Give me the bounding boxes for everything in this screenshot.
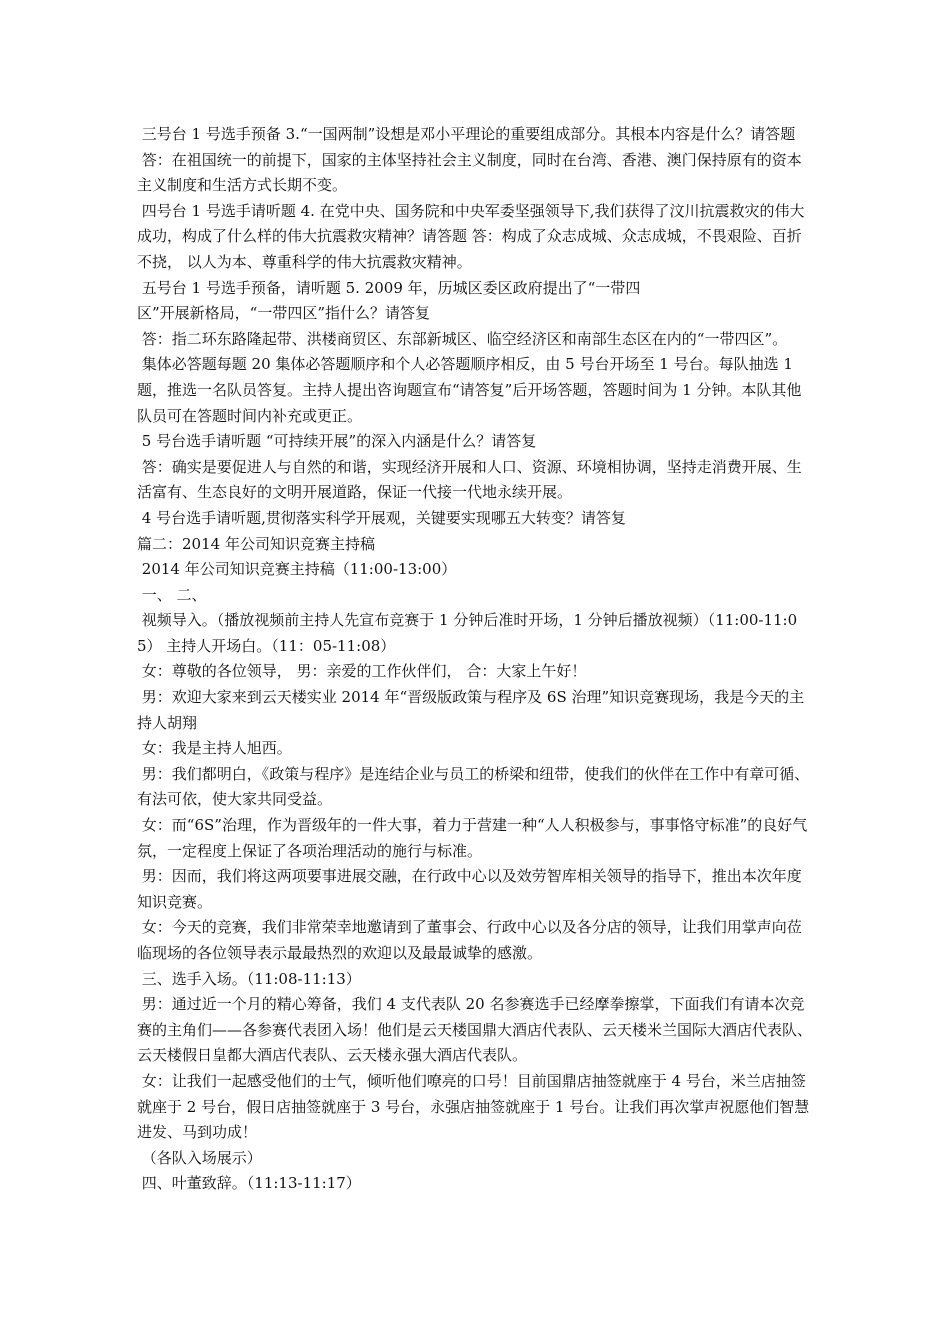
- script-title: 2014 年公司知识竞赛主持稿（11:00-13:00）: [137, 560, 457, 579]
- paragraph-combine: 男：因而，我们将这两项要事进展交融，在行政中心以及效劳智库相关领导的指导下，推出本次年度知识竞赛。: [137, 867, 802, 911]
- paragraph-greeting: 女：尊敬的各位领导， 男：亲爱的工作伙伴们， 合：大家上午好！: [137, 662, 587, 681]
- section-heading-part2: 篇二：2014 年公司知识竞赛主持稿: [137, 534, 375, 553]
- paragraph-a5: 答：指二环东路隆起带、洪楼商贸区、东部新城区、临空经济区和南部生态区在内的“一带四区”。: [137, 329, 788, 348]
- paragraph-group-rules: 集体必答题每题 20 集体必答题顺序和个人必答题顺序相反，由 5 号台开场至 1 号台。每队抽选 1 题，推选一名队员答复。主持人提出咨询题宣布“请答复”后开场答题，答题时间为 1 分钟。本队其他队员可在答题时间内补充或更正。: [137, 355, 802, 425]
- paragraph-a3: 答：在祖国统一的前提下，国家的主体坚持社会主义制度，同时在台湾、香港、澳门保持原有的资本主义制度和生活方式长期不变。: [137, 150, 802, 195]
- paragraph-team5-answer: 答：确实是要促进人与自然的和谐，实现经济开展和人口、资源、环境相协调，坚持走消费开展、生活富有、生态良好的文明开展道路，保证一代接一代地永续开展。: [137, 457, 802, 502]
- paragraph-seating: 女：让我们一起感受他们的士气，倾听他们嘹亮的口号！目前国鼎店抽签就座于 4 号台，米兰店抽签就座于 2 号台，假日店抽签就座于 3 号台，永强店抽签就座于 1 号台。让我们再次掌声祝愿他们智慧进发、马到功成！: [137, 1071, 810, 1142]
- outline-1-2: 一、 二、: [137, 585, 207, 604]
- document-body: [137, 122, 815, 1197]
- paragraph-teams: 男：通过近一个月的精心筹备，我们 4 支代表队 20 名参赛选手已经摩拳擦掌，下面我们有请本次竞赛的主角们——各参赛代表团入场！他们是云天楼国鼎大酒店代表队、云天楼米兰国际大酒店代表队、云天楼假日皇都大酒店代表队、云天楼永强大酒店代表队。: [137, 995, 813, 1065]
- paragraph-team5-question: 5 号台选手请听题 “可持续开展”的深入内涵是什么？请答复: [137, 432, 537, 451]
- paragraph-q4: 四号台 1 号选手请听题 4. 在党中央、国务院和中央军委坚强领导下,我们获得了汶川抗震救灾的伟大成功，构成了什么样的伟大抗震救灾精神？请答题 答：构成了众志成城、众志成城，不畏艰险、百折不挠， 以人为本、尊重科学的伟大抗震救灾精神。: [137, 201, 805, 271]
- paragraph-q5: 五号台 1 号选手预备，请听题 5. 2009 年，历城区委区政府提出了“一带四 区”开展新格局，“一带四区”指什么？请答复: [137, 278, 641, 323]
- paragraph-guests: 女：今天的竞赛，我们非常荣幸地邀请到了董事会、行政中心以及各分店的领导，让我们用掌声向莅临现场的各位领导表示最最热烈的欢迎以及最最诚挚的感激。: [137, 918, 802, 962]
- paragraph-welcome: 男：欢迎大家来到云天楼实业 2014 年“晋级版政策与程序及 6S 治理”知识竞赛现场，我是今天的主持人胡翔: [137, 688, 805, 732]
- paragraph-video-intro: 视频导入。（播放视频前主持人先宣布竞赛于 1 分钟后准时开场，1 分钟后播放视频）（11:00-11:05） 主持人开场白。（11：05-11:08）: [137, 611, 798, 655]
- paragraph-host-intro: 女：我是主持人旭西。: [137, 739, 292, 758]
- paragraph-policy: 男：我们都明白，《政策与程序》是连结企业与员工的桥梁和纽带，使我们的伙伴在工作中有章可循、有法可依，使大家共同受益。: [137, 764, 810, 809]
- outline-3-entrance: 三、选手入场。（11:08-11:13）: [137, 969, 361, 988]
- outline-4-speech: 四、叶董致辞。（11:13-11:17）: [137, 1174, 361, 1193]
- paragraph-team4-question: 4 号台选手请听题,贯彻落实科学开展观，关键要实现哪五大转变？请答复: [137, 508, 626, 527]
- paragraph-team-display: （各队入场展示）: [137, 1148, 262, 1167]
- paragraph-q3: 三号台 1 号选手预备 3.“一国两制”设想是邓小平理论的重要组成部分。其根本内容是什么？请答题: [137, 125, 796, 143]
- paragraph-6s: 女：而“6S”治理，作为晋级年的一件大事，着力于营建一种“人人积极参与，事事恪守标准”的良好气氛，一定程度上保证了各项治理活动的施行与标准。: [137, 816, 808, 860]
